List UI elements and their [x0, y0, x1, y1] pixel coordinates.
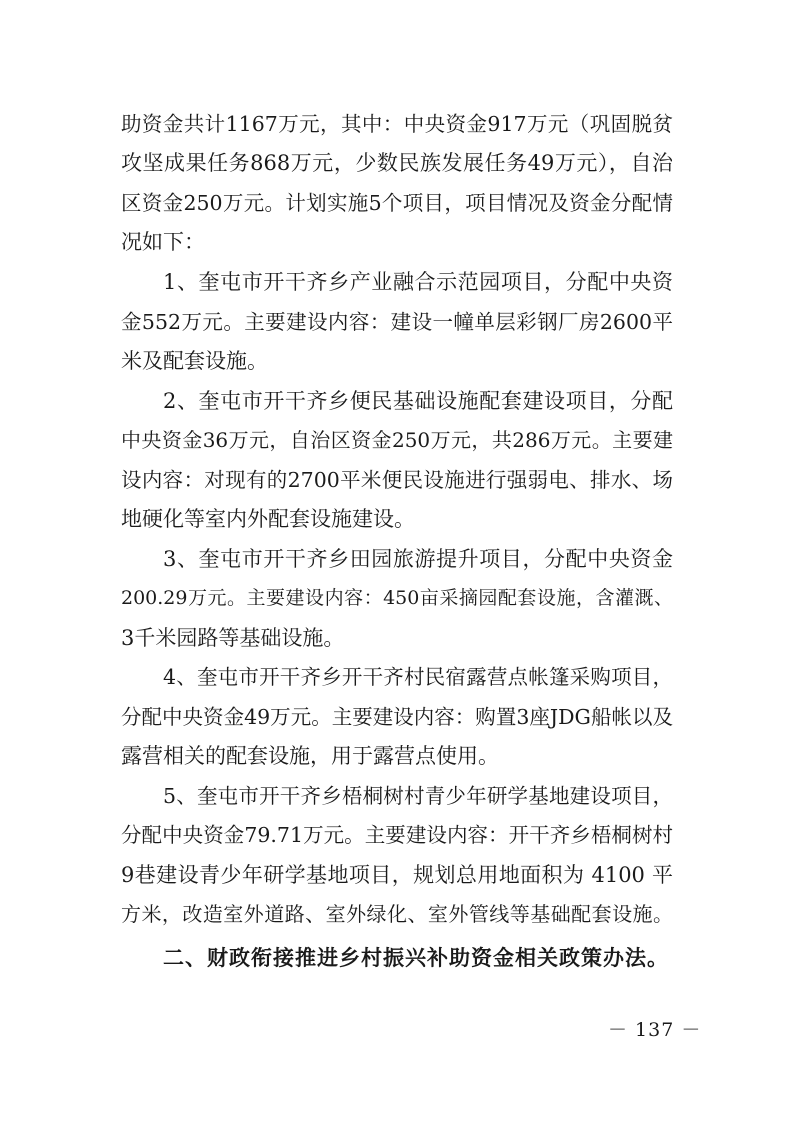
body-line: 地硬化等室内外配套设施建设。: [121, 507, 415, 531]
body-line: 1、奎屯市开干齐乡产业融合示范园项目，分配中央资: [163, 270, 673, 294]
body-line: 区资金250万元。计划实施5个项目，项目情况及资金分配情: [121, 191, 673, 215]
body-line: 2、奎屯市开干齐乡便民基础设施配套建设项目，分配: [163, 389, 673, 413]
body-line: 分配中央资金49万元。主要建设内容：购置3座JDG船帐以及: [121, 705, 673, 729]
body-line: 方米，改造室外道路、室外绿化、室外管线等基础配套设施。: [121, 902, 673, 926]
body-line: 况如下：: [121, 230, 205, 254]
body-line: 4、奎屯市开干齐乡开干齐村民宿露营点帐篷采购项目，: [163, 665, 673, 689]
body-line: 露营相关的配套设施，用于露营点使用。: [121, 744, 499, 768]
body-line: 9巷建设青少年研学基地项目，规划总用地面积为 4100 平: [121, 863, 673, 887]
body-line: 助资金共计1167万元，其中：中央资金917万元（巩固脱贫: [121, 112, 673, 136]
body-line: 米及配套设施。: [121, 349, 268, 373]
body-line: 攻坚成果任务868万元，少数民族发展任务49万元），自治: [121, 151, 673, 175]
body-line: 3千米园路等基础设施。: [121, 626, 345, 650]
body-line: 中央资金36万元，自治区资金250万元，共286万元。主要建: [121, 428, 673, 452]
body-line: 200.29万元。主要建设内容：450亩采摘园配套设施，含灌溉、: [121, 587, 673, 609]
page-number: － 137 －: [608, 1019, 702, 1041]
body-line: 3、奎屯市开干齐乡田园旅游提升项目，分配中央资金: [163, 547, 673, 571]
body-line: 分配中央资金79.71万元。主要建设内容：开干齐乡梧桐树村: [121, 823, 673, 847]
body-line: 设内容：对现有的2700平米便民设施进行强弱电、排水、场: [121, 468, 673, 492]
body-line: 5、奎屯市开干齐乡梧桐树村青少年研学基地建设项目，: [163, 784, 673, 808]
body-line: 金552万元。主要建设内容：建设一幢单层彩钢厂房2600平: [121, 310, 673, 334]
section-heading: 二、财政衔接推进乡村振兴补助资金相关政策办法。: [163, 946, 669, 970]
